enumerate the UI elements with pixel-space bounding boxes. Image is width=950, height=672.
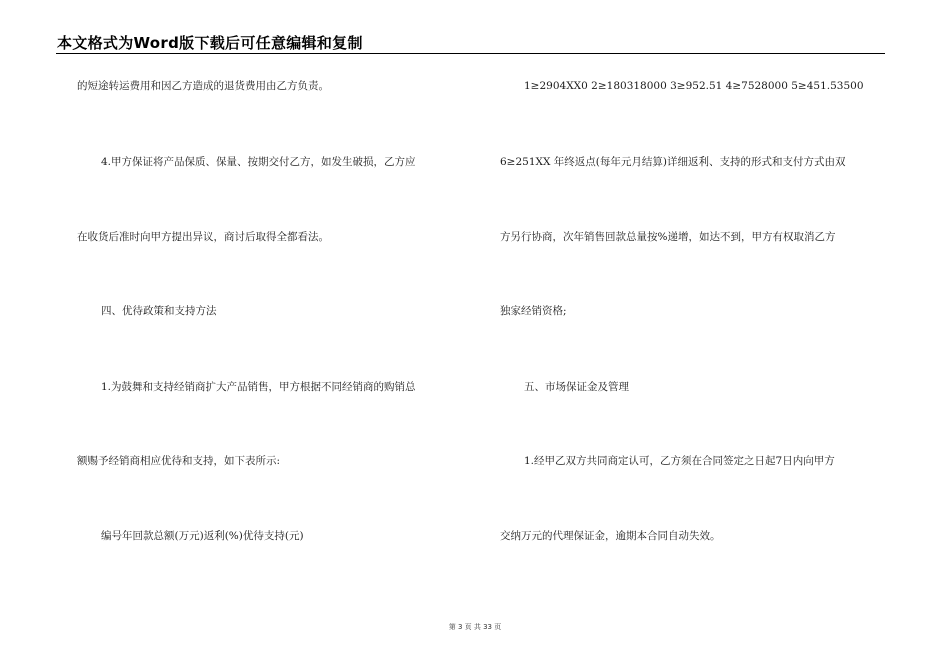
paragraph-line: 1.经甲乙双方共同商定认可，乙方须在合同签定之日起7日内向甲方 (524, 455, 835, 467)
document-header-title: 本文格式为Word版下载后可任意编辑和复制 (57, 34, 363, 52)
paragraph-line: 1.为鼓舞和支持经销商扩大产品销售，甲方根据不同经销商的购销总 (101, 381, 416, 393)
section-heading: 五、市场保证金及管理 (524, 381, 629, 393)
header-divider (56, 53, 885, 54)
paragraph-line: 4.甲方保证将产品保质、保量、按期交付乙方，如发生破损，乙方应 (101, 156, 416, 168)
page-number: 第 3 页 共 33 页 (448, 623, 502, 631)
paragraph-line: 6≥251XX 年终返点(每年元月结算)详细返利、支持的形式和支付方式由双 (500, 156, 846, 168)
paragraph-line: 在收货后准时向甲方提出异议，商讨后取得全都看法。 (77, 231, 329, 243)
paragraph-line: 额赐予经销商相应优待和支持，如下表所示: (77, 455, 281, 467)
table-header-line: 编号年回款总额(万元)返利(%)优待支持(元) (101, 530, 304, 542)
paragraph-line: 1≥2904XX0 2≥180318000 3≥952.51 4≥7528000 5≥451.53500 (524, 80, 864, 92)
paragraph-line: 的短途转运费用和因乙方造成的退货费用由乙方负责。 (77, 80, 329, 92)
paragraph-line: 独家经销资格; (500, 305, 567, 317)
section-heading: 四、优待政策和支持方法 (101, 305, 217, 317)
paragraph-line: 方另行协商，次年销售回款总量按%递增，如达不到，甲方有权取消乙方 (500, 231, 836, 243)
paragraph-line: 交纳万元的代理保证金，逾期本合同自动失效。 (500, 530, 721, 542)
